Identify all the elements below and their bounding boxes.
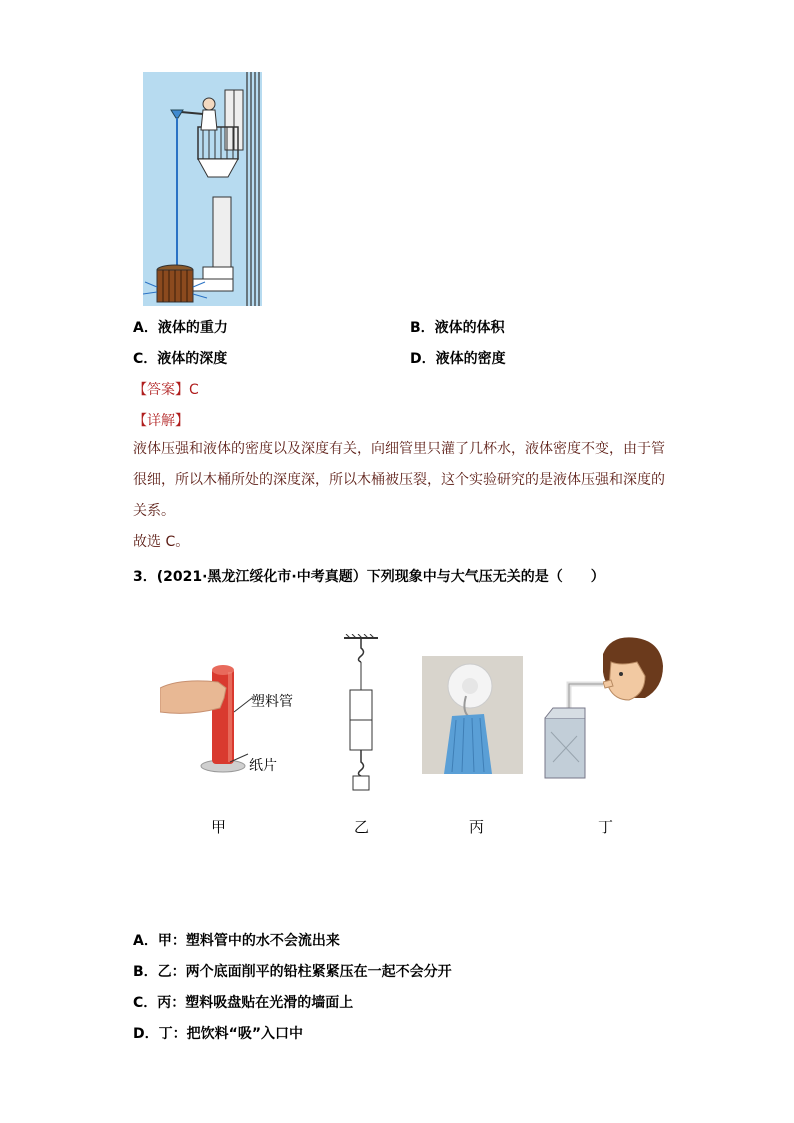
detail-line-1: 液体压强和液体的密度以及深度有关，向细管里只灌了几杯水，液体密度不变，由于管 <box>133 441 665 457</box>
detail-conclusion: 故选 C。 <box>133 534 190 550</box>
figure-bing <box>422 656 523 774</box>
detail-tag: 【详解】 <box>133 413 189 429</box>
label-plastic-tube: 塑料管 <box>251 694 293 710</box>
q3-option-c: C．丙：塑料吸盘贴在光滑的墙面上 <box>133 995 354 1011</box>
answer-tag: 【答案】 <box>133 382 189 398</box>
detail-text <box>133 434 673 558</box>
q3-option-d: D．丁：把饮料“吸”入口中 <box>133 1026 304 1042</box>
caption-yi: 乙 <box>354 818 370 836</box>
answer-value: C <box>189 382 199 398</box>
detail-line-2: 很细，所以木桶所处的深度深，所以木桶被压裂，这个实验研究的是液体压强和深度的 <box>133 472 665 488</box>
answer-line <box>133 379 199 399</box>
caption-bing: 丙 <box>469 818 485 836</box>
option-d: D．液体的密度 <box>410 351 506 367</box>
option-c: C．液体的深度 <box>133 351 228 367</box>
option-a: A．液体的重力 <box>133 320 228 336</box>
question-3-stem: 3．(2021·黑龙江绥化市·中考真题）下列现象中与大气压无关的是（ ） <box>133 569 605 585</box>
figure-ding <box>541 632 667 782</box>
q3-option-b: B．乙：两个底面削平的铅柱紧紧压在一起不会分开 <box>133 964 452 980</box>
q3-option-a: A．甲：塑料管中的水不会流出来 <box>133 933 340 949</box>
option-b: B．液体的体积 <box>410 320 505 336</box>
detail-line-3: 关系。 <box>133 503 175 519</box>
label-paper: 纸片 <box>249 758 277 774</box>
figure-yi <box>336 634 386 794</box>
caption-jia: 甲 <box>211 818 227 836</box>
caption-ding: 丁 <box>598 818 614 836</box>
pascal-barrel-figure <box>143 72 262 306</box>
